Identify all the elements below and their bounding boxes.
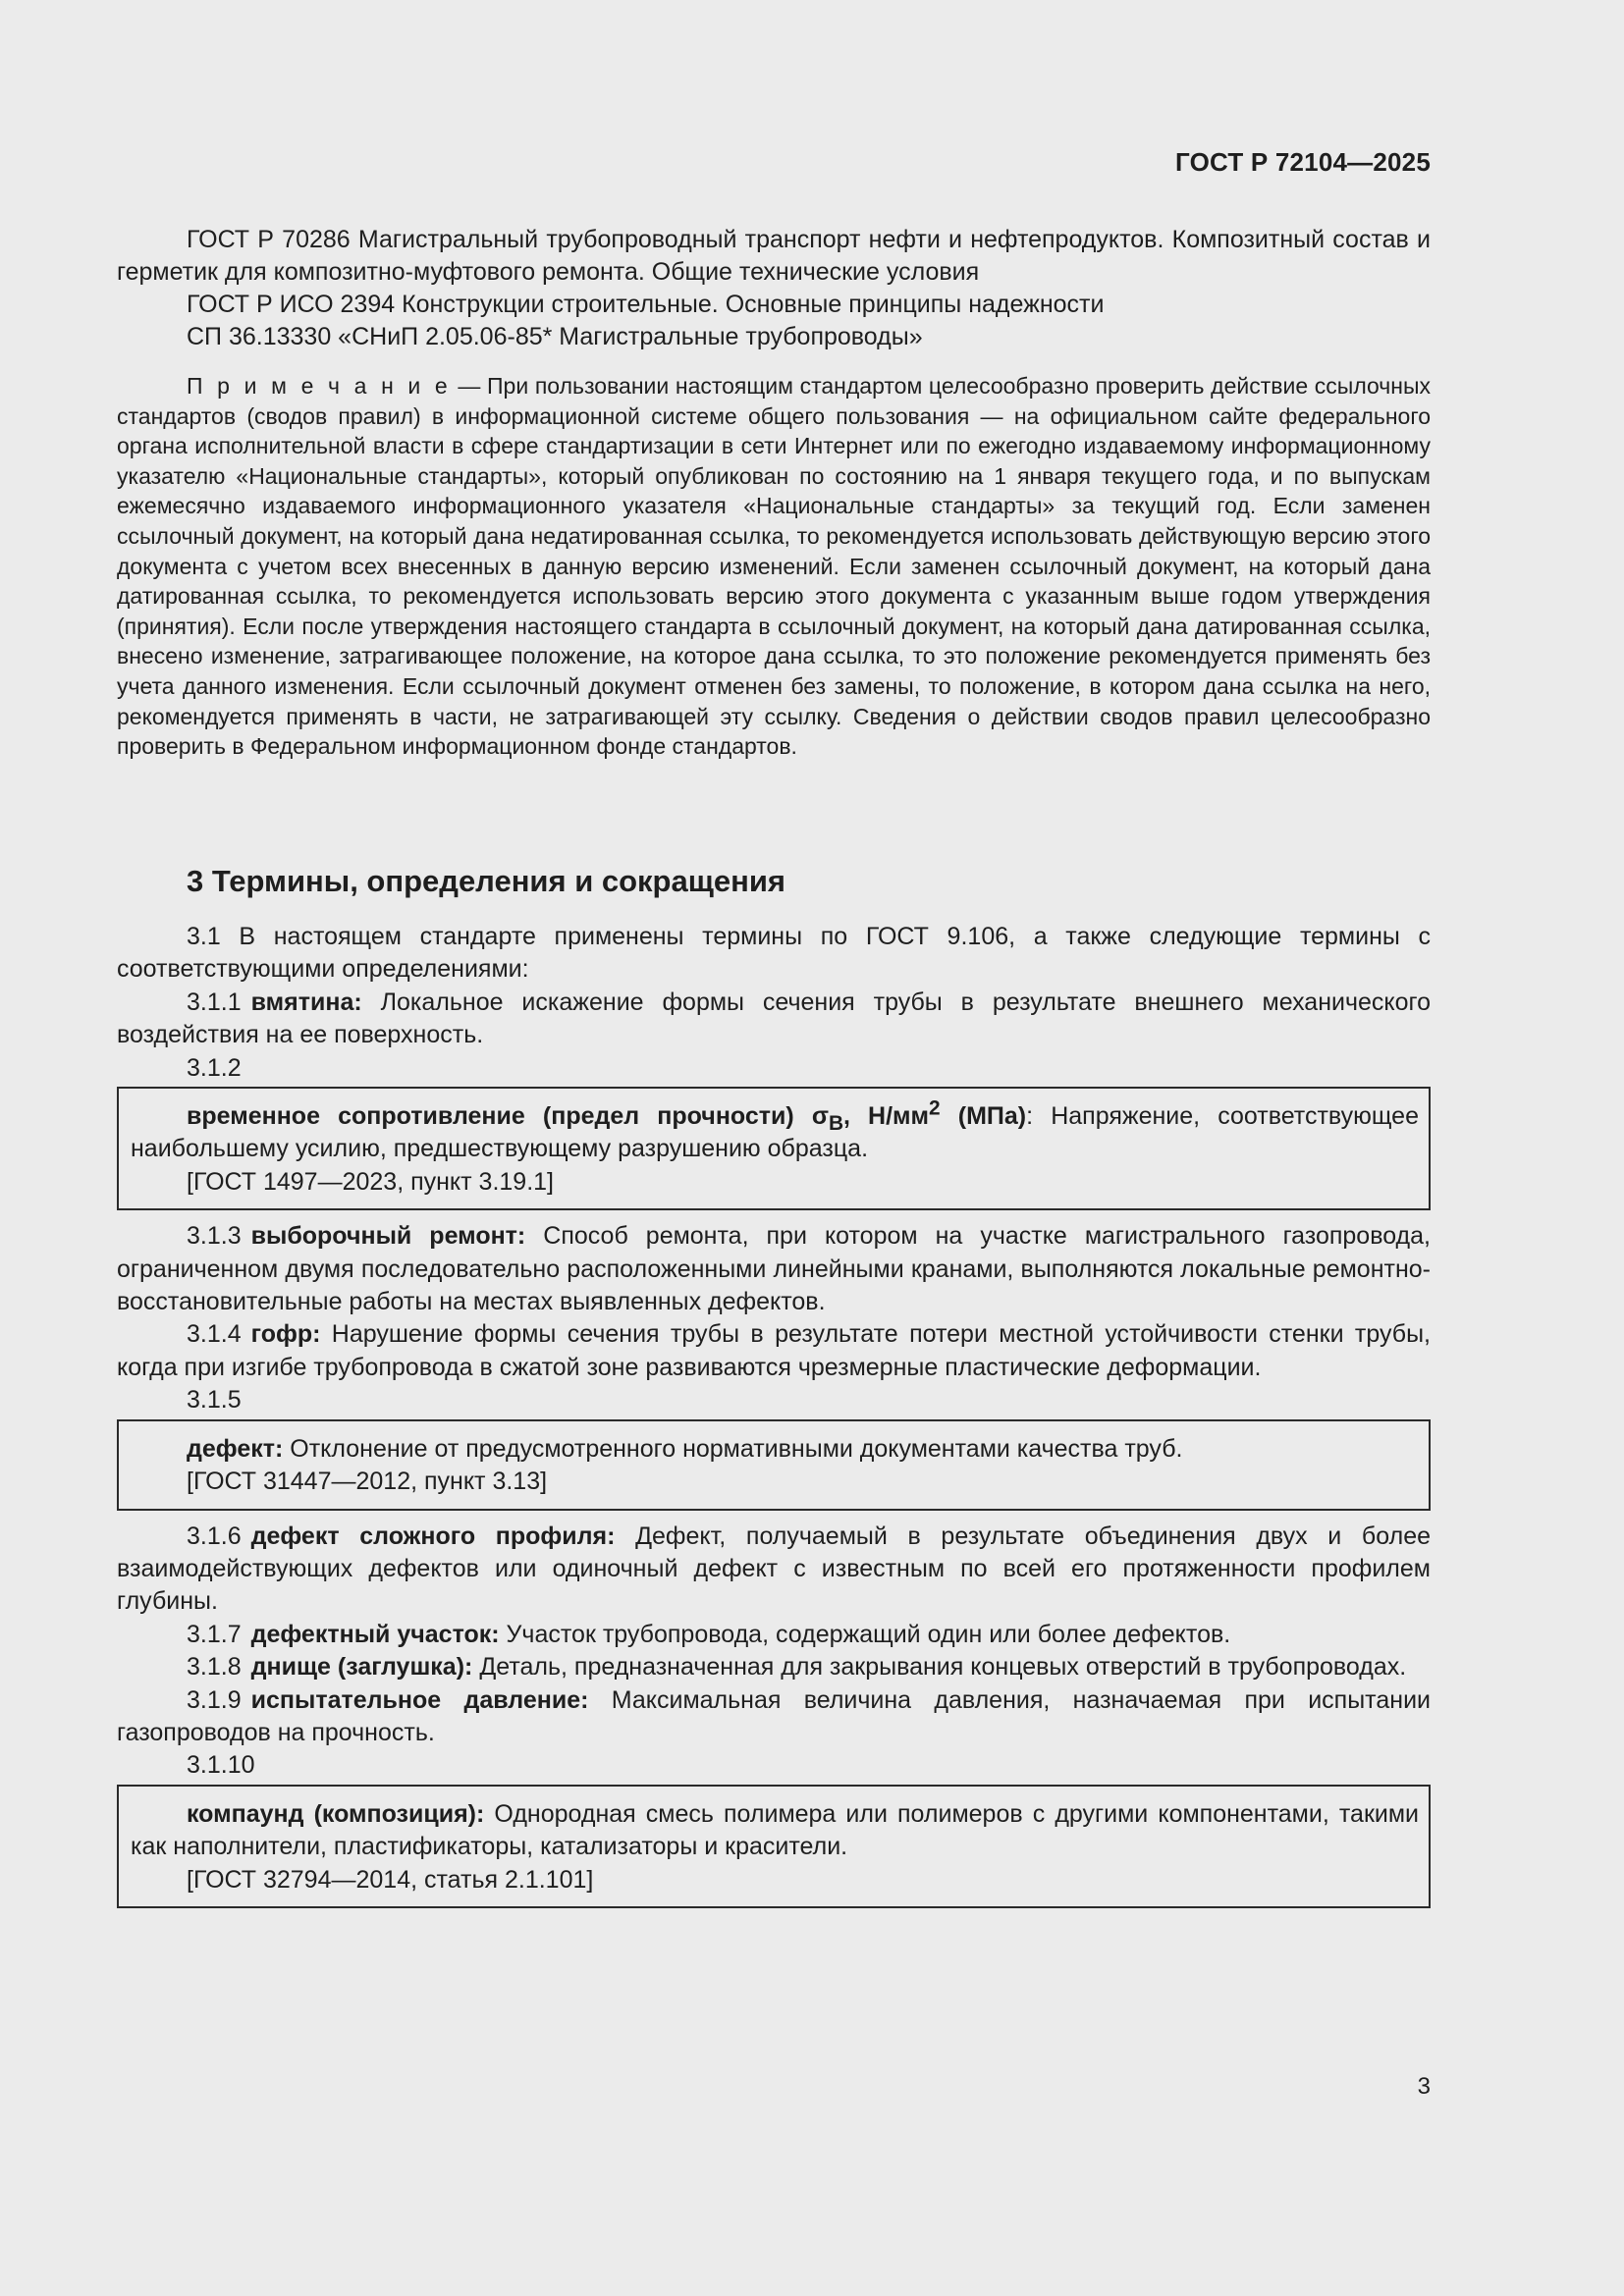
note-text: — При пользовании настоящим стандартом целесообразно проверить действие ссылочных стандартов (сводов правил) в информационной системе общего пользования — на официальном сайте федерального органа исполнительной власти в сфере стандартизации в сети Интернет или по ежегодно издаваемому информационному указателю «Национальные стандарты», который опубликован по состоянию на 1 января текущего года, и по выпускам ежемесячно издаваемого информационного указателя «Национальные стандарты» за текущий год. Если заменен ссылочный документ, на который дана недатированная ссылка, то рекомендуется использовать действующую версию этого документа с учетом всех внесенных в данную версию изменений. Если заменен ссылочный документ, на который дана датированная ссылка, то рекомендуется использовать версию этого документа с указанным выше годом утверждения (принятия). Если после утверждения настоящего стандарта в ссылочный документ, на который дана датированная ссылка, внесено изменение, затрагивающее положение, на которое дана ссылка, то это положение рекомендуется применять без учета данного изменения. Если ссылочный документ отменен без замены, то положение, в котором дана ссылка на него, рекомендуется применять в части, не затрагивающей эту ссылку. Сведения о действии сводов правил целесообразно проверить в Федеральном информационном фонде стандартов. bbox=[117, 373, 1431, 760]
term-entry bbox=[117, 1220, 1431, 1318]
term-name: испытательное давление: bbox=[250, 1685, 589, 1714]
intro-paragraph: 3.1 В настоящем стандарте применены термины по ГОСТ 9.106, а также следующие термины с соответствующими определениями: bbox=[117, 923, 1431, 984]
term-entry bbox=[117, 1318, 1431, 1384]
term-entry: временное сопротивление (предел прочности) $\sigma_В$, $Н/мм^2$ (МПа): Напряжение, соответствующее наибольшему усилию, предшествующему разрушению образца. bbox=[131, 1096, 1419, 1163]
quoted-term-box bbox=[117, 1087, 1431, 1210]
term-number: 3.1.8 bbox=[187, 1653, 242, 1682]
term-name: дефектный участок: bbox=[250, 1620, 500, 1648]
term-number: 3.1.9 bbox=[187, 1685, 242, 1714]
term-entry bbox=[117, 1651, 1431, 1683]
quoted-term-box bbox=[117, 1419, 1431, 1511]
document-header: ГОСТ Р 72104—2025 bbox=[1175, 147, 1431, 177]
term-number: 3.1.3 bbox=[187, 1222, 242, 1251]
term-name: гофр: bbox=[250, 1320, 321, 1349]
term-source: [ГОСТ 1497—2023, пункт 3.19.1] bbox=[187, 1167, 554, 1196]
term-name: дефект: bbox=[187, 1434, 284, 1463]
note-label: П р и м е ч а н и е bbox=[187, 373, 452, 399]
term-number: 3.1.6 bbox=[187, 1522, 242, 1550]
term-definition: Однородная смесь полимера или полимеров с другими компонентами, такими как наполнители, пластификаторы, катализаторы и красители. bbox=[131, 1799, 1419, 1861]
term-definition: Деталь, предназначенная для закрывания концевых отверстий в трубопроводах. bbox=[472, 1653, 1407, 1682]
term-entry bbox=[131, 1798, 1419, 1864]
term-definition: Максимальная величина давления, назначаемая при испытании газопроводов на прочность. bbox=[117, 1685, 1431, 1746]
term-number: 3.1.1 bbox=[187, 988, 242, 1016]
term-number-line: 3.1.5 bbox=[187, 1386, 242, 1415]
term-definition: Нарушение формы сечения трубы в результате потери местной устойчивости стенки трубы, когда при изгибе трубопровода в сжатой зоне развиваются чрезмерные пластические деформации. bbox=[117, 1320, 1431, 1381]
document-page bbox=[117, 0, 1431, 2296]
term-definition: Отклонение от предусмотренного нормативными документами качества труб. bbox=[283, 1434, 1183, 1463]
term-name: дефект сложного профиля: bbox=[250, 1522, 616, 1550]
term-number: 3.1.7 bbox=[187, 1620, 242, 1648]
term-name: вмятина: bbox=[250, 988, 362, 1016]
section-title: 3 Термины, определения и сокращения bbox=[187, 864, 785, 898]
term-entry bbox=[117, 1521, 1431, 1619]
page-number: 3 bbox=[1417, 2073, 1431, 2100]
term-name: компаунд (композиция): bbox=[187, 1799, 485, 1828]
term-number-line: 3.1.2 bbox=[187, 1053, 242, 1082]
term-source: [ГОСТ 31447—2012, пункт 3.13] bbox=[187, 1468, 548, 1496]
term-number-line: 3.1.10 bbox=[187, 1751, 255, 1780]
term-definition: Участок трубопровода, содержащий один или более дефектов. bbox=[499, 1620, 1231, 1648]
term-name: выборочный ремонт: bbox=[250, 1222, 526, 1251]
reference-item: ГОСТ Р ИСО 2394 Конструкции строительные. Основные принципы надежности bbox=[187, 291, 1105, 318]
reference-item: ГОСТ Р 70286 Магистральный трубопроводный транспорт нефти и нефтепродуктов. Композитный состав и герметик для композитно-муфтового ремонта. Общие технические условия bbox=[117, 226, 1431, 286]
note-block bbox=[117, 371, 1431, 762]
term-entry bbox=[117, 987, 1431, 1052]
term-name: днище (заглушка): bbox=[250, 1653, 473, 1682]
quoted-term-box bbox=[117, 1785, 1431, 1908]
term-source: [ГОСТ 32794—2014, статья 2.1.101] bbox=[187, 1865, 594, 1894]
term-name: временное сопротивление (предел прочности) $\sigma_В$, $Н/мм^2$ (МПа) bbox=[187, 1096, 1027, 1136]
term-entry bbox=[131, 1433, 1419, 1466]
term-definition: Дефект, получаемый в результате объединения двух и более взаимодействующих дефектов или одиночный дефект с известным по всей его протяженности профилем глубины. bbox=[117, 1522, 1431, 1616]
term-definition: Способ ремонта, при котором на участке магистрального газопровода, ограниченном двумя последовательно расположенными линейными кранами, выполняются локальные ремонтно-восстановительные работы на местах выявленных дефектов. bbox=[117, 1222, 1431, 1316]
normative-references bbox=[117, 224, 1431, 353]
term-entry bbox=[117, 1619, 1431, 1651]
reference-item: СП 36.13330 «СНиП 2.05.06-85* Магистральные трубопроводы» bbox=[187, 323, 923, 350]
term-number: 3.1.4 bbox=[187, 1320, 242, 1349]
term-definition: Напряжение, соответствующее наибольшему усилию, предшествующему разрушению образца. bbox=[131, 1102, 1419, 1163]
term-entry bbox=[117, 1684, 1431, 1750]
terms-list bbox=[117, 921, 1431, 1918]
term-definition: Локальное искажение формы сечения трубы в результате внешнего механического воздействия на ее поверхность. bbox=[117, 988, 1431, 1049]
